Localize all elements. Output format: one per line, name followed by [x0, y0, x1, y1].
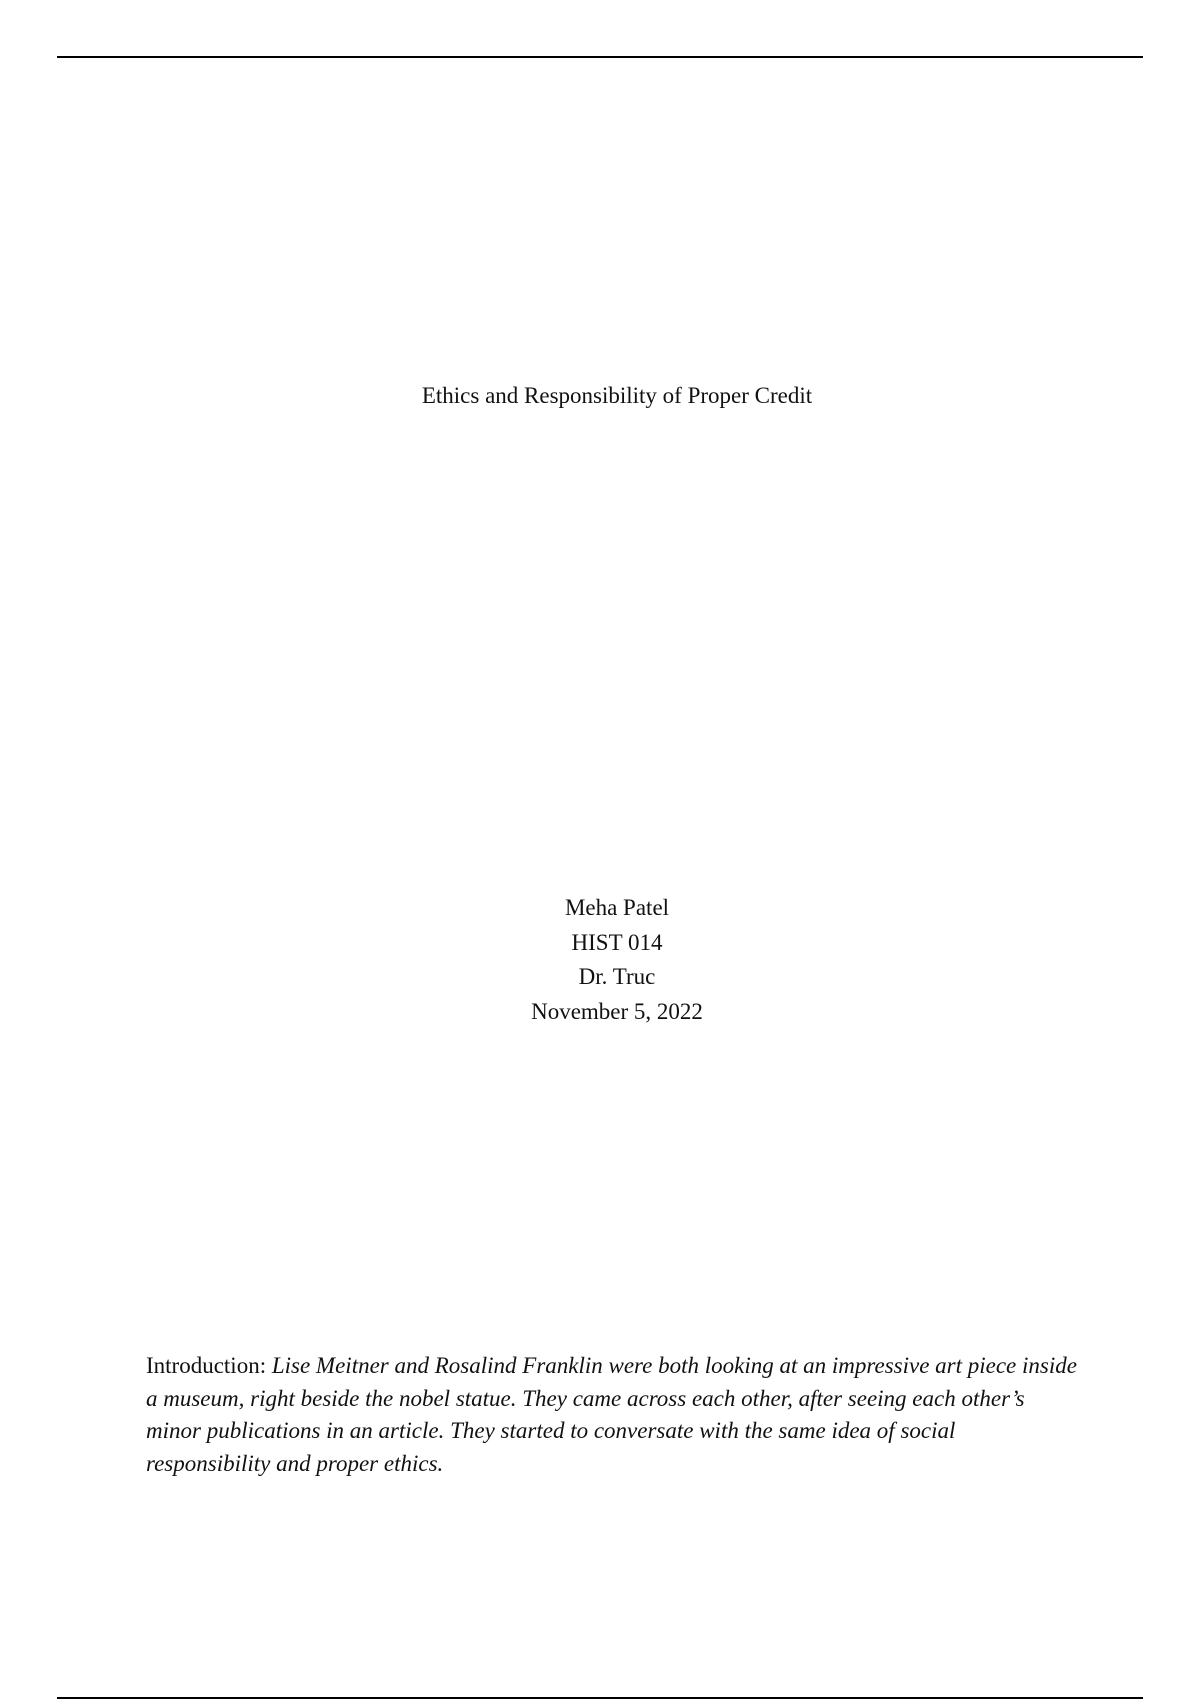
course-code: HIST 014: [571, 929, 663, 955]
submission-date: November 5, 2022: [531, 998, 703, 1024]
introduction-text: Lise Meitner and Rosalind Franklin were both looking at an impressive art piece inside a museum, right beside the nobel statue. They came across each other, after seeing each other’s minor publications in an article. They started to conversate with the same idea of social responsibility and proper ethics.: [146, 1353, 1077, 1476]
author-block: [0, 891, 1200, 1029]
introduction-label: Introduction:: [146, 1353, 267, 1378]
introduction-paragraph: [146, 1350, 1082, 1480]
bottom-rule: [57, 1697, 1143, 1699]
top-rule: [57, 56, 1143, 58]
document-title: Ethics and Responsibility of Proper Credit: [421, 383, 813, 408]
instructor-name: Dr. Truc: [578, 964, 656, 989]
author-name: Meha Patel: [564, 895, 670, 920]
